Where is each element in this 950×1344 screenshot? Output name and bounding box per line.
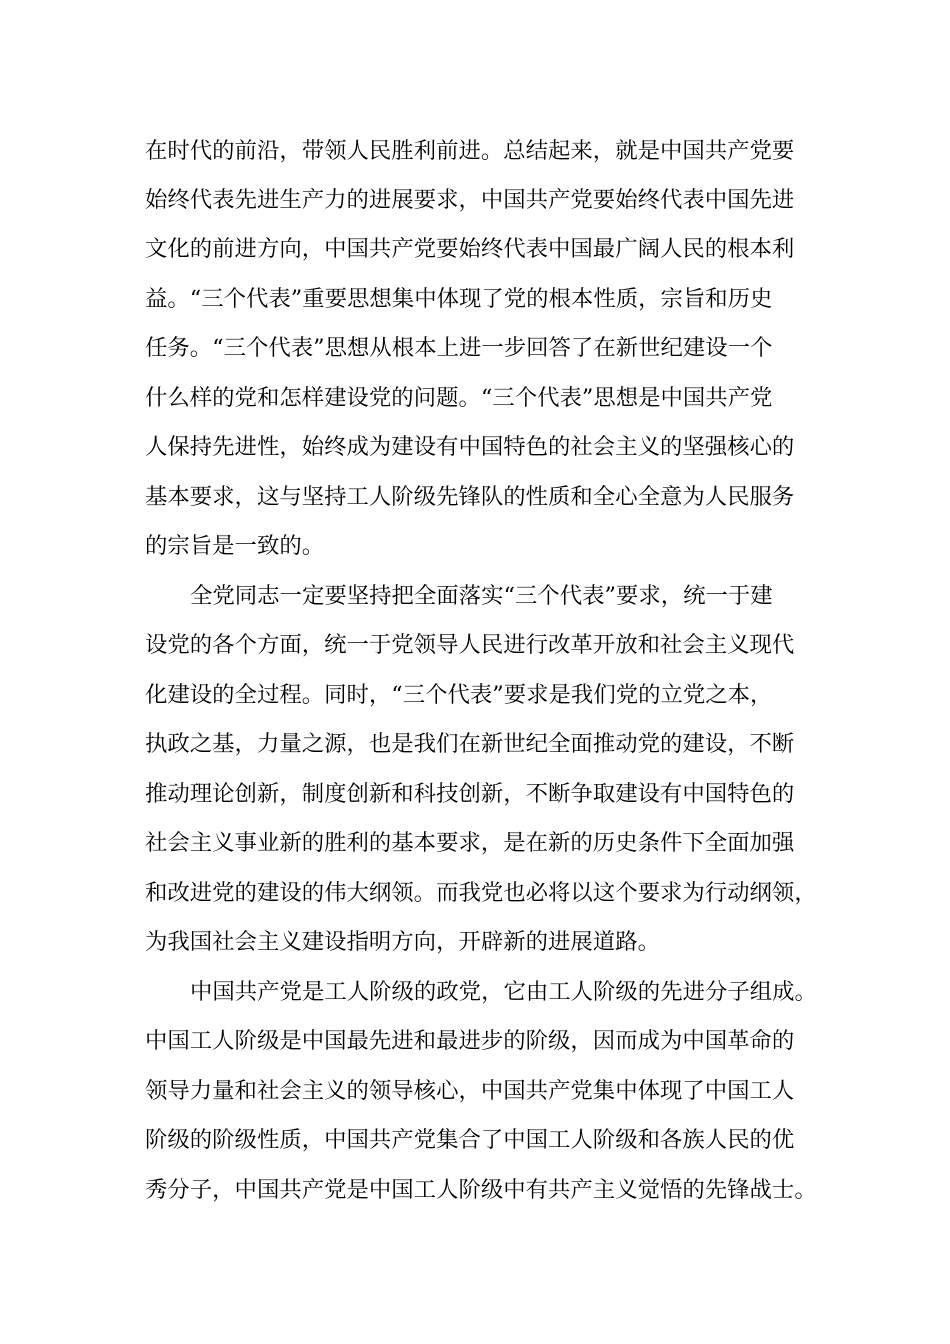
text-line-2: 始终代表先进生产力的进展要求，中国共产党要始终代表中国先进 <box>145 187 795 213</box>
text-line-8: 基本要求，这与坚持工人阶级先锋队的性质和全心全意为人民服务 <box>145 484 795 510</box>
paragraph-start-line: 全党同志一定要坚持把全面落实“三个代表”要求，统一于建 <box>190 583 773 609</box>
text-line-1: 在时代的前沿，带领人民胜利前进。总结起来，就是中国共产党要 <box>145 138 795 164</box>
text-line-14: 推动理论创新，制度创新和科技创新，不断争取建设有中国特色的 <box>145 781 795 807</box>
text-line-6: 什么样的党和怎样建设党的问题。“三个代表”思想是中国共产党 <box>145 385 773 411</box>
text-line-7: 人保持先进性，始终成为建设有中国特色的社会主义的坚强核心的 <box>145 434 795 460</box>
text-line-13: 执政之基，力量之源，也是我们在新世纪全面推动党的建设，不断 <box>145 731 795 757</box>
text-line-15: 社会主义事业新的胜利的基本要求，是在新的历史条件下全面加强 <box>145 830 795 856</box>
text-line-3: 文化的前进方向，中国共产党要始终代表中国最广阔人民的根本利 <box>145 236 795 262</box>
text-line-20: 领导力量和社会主义的领导核心，中国共产党集中体现了中国工人 <box>145 1078 795 1104</box>
text-line-9: 的宗旨是一致的。 <box>145 533 325 559</box>
text-line-4: 益。“三个代表”重要思想集中体现了党的根本性质，宗旨和历史 <box>145 286 773 312</box>
text-line-5: 任务。“三个代表”思想从根本上进一步回答了在新世纪建设一个 <box>145 335 773 361</box>
text-line-12: 化建设的全过程。同时，“三个代表”要求是我们党的立党之本， <box>145 682 773 708</box>
text-line-11: 设党的各个方面，统一于党领导人民进行改革开放和社会主义现代 <box>145 632 795 658</box>
text-line-19: 中国工人阶级是中国最先进和最进步的阶级，因而成为中国革命的 <box>145 1028 795 1054</box>
text-line-21: 阶级的阶级性质，中国共产党集合了中国工人阶级和各族人民的优 <box>145 1127 795 1153</box>
text-line-17: 为我国社会主义建设指明方向，开辟新的进展道路。 <box>145 929 660 955</box>
text-line-22: 秀分子，中国共产党是中国工人阶级中有共产主义觉悟的先锋战士。 <box>145 1177 817 1203</box>
text-line-16: 和改进党的建设的伟大纲领。而我党也必将以这个要求为行动纲领， <box>145 880 817 906</box>
paragraph-start-line: 中国共产党是工人阶级的政党，它由工人阶级的先进分子组成。 <box>190 979 817 1005</box>
